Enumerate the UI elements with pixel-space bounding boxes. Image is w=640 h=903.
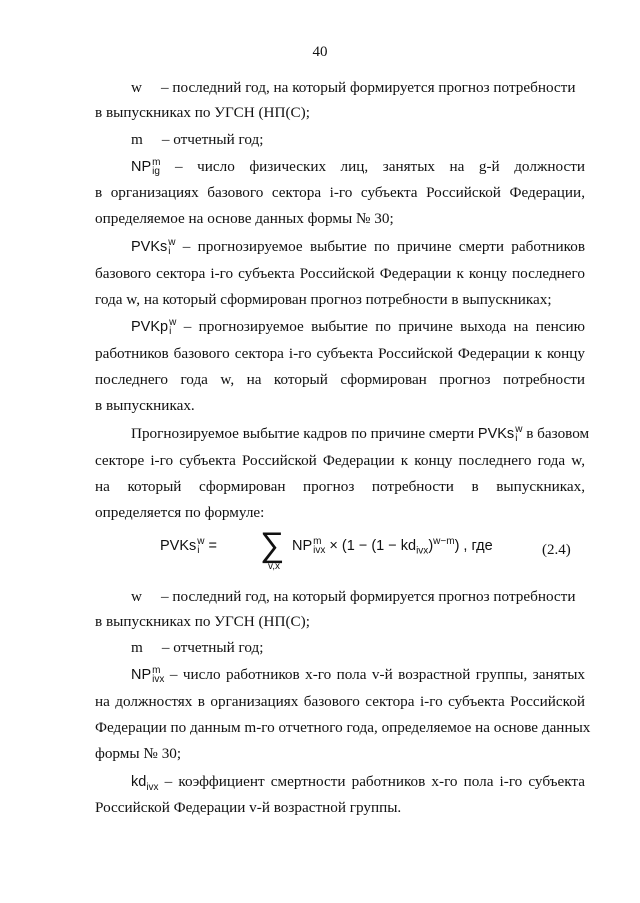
kd-symbol: $kd_{ivx}$ xyxy=(131,774,159,793)
m-symbol-2: m xyxy=(131,639,143,656)
paragraph-line-3: на который сформирован прогноз потребности в выпускниках, xyxy=(95,478,585,495)
np-ivx-text: – число работников x-го пола v-й возрастной группы, занятых xyxy=(169,666,585,683)
pvks-symbol: PVKs w i xyxy=(131,237,176,258)
paragraph-line-2: секторе i-го субъекта Российской Федерации к концу последнего года w, xyxy=(95,452,585,469)
pvkp-definition-line-3: последнего года w, на который сформирован прогноз потребности xyxy=(95,371,585,388)
w-symbol: w xyxy=(131,79,142,96)
paragraph-pvks-symbol: PVKs w i xyxy=(477,424,523,445)
w-definition-line-1 xyxy=(131,78,585,97)
np-ig-definition-line-1 xyxy=(131,157,585,177)
pvkp-definition-line-2: работников базового сектора i-го субъекта Российской Федерации к концу xyxy=(95,345,585,362)
w-symbol-2: w xyxy=(131,588,142,605)
pvkp-symbol: PVKp w i xyxy=(131,317,177,338)
sigma-symbol: ∑ xyxy=(260,526,285,564)
formula-2-4 xyxy=(160,526,493,578)
pvks-definition-line-1 xyxy=(131,237,585,257)
m-definition-2 xyxy=(131,638,585,657)
w-definition-2-text: – последний год, на который формируется прогноз потребности xyxy=(160,588,576,605)
kd-definition-line-1 xyxy=(131,772,585,792)
pvks-text: – прогнозируемое выбытие по причине смерти работников xyxy=(182,238,585,255)
np-ig-definition-line-2: в организациях базового сектора i-го субъекта Российской Федерации, xyxy=(95,184,585,201)
pvks-definition-line-3: года w, на который сформирован прогноз потребности в выпускниках; xyxy=(95,291,552,308)
np-ig-symbol: NP m ig xyxy=(131,157,161,178)
pvkp-definition-line-4: в выпускниках. xyxy=(95,397,195,414)
sigma-subscript: v,x xyxy=(268,561,281,572)
m-definition-text: – отчетный год; xyxy=(161,131,264,148)
np-ivx-definition-line-1 xyxy=(131,665,585,685)
pvkp-text: – прогнозируемое выбытие по причине выхода на пенсию xyxy=(183,318,586,335)
paragraph-line-1: Прогнозируемое выбытие кадров по причине смерти PVKs w i в базовом xyxy=(131,424,590,445)
pvkp-definition-line-1 xyxy=(131,317,585,337)
np-ig-text: – число физических лиц, занятых на g-й должности xyxy=(175,158,586,175)
page-number: 40 xyxy=(312,44,328,60)
m-definition-2-text: – отчетный год; xyxy=(161,639,264,656)
pvks-definition-line-2: базового сектора i-го субъекта Российской Федерации к концу последнего xyxy=(95,265,585,282)
np-ivx-definition-line-4: формы № 30; xyxy=(95,745,182,762)
np-ivx-symbol: NP m ivx xyxy=(131,665,165,686)
formula-rhs: NP m ivx × $(1 - (1 - kd_{ivx})^{w-m})$ , где xyxy=(292,536,493,557)
w-definition-2-line-1 xyxy=(131,587,585,606)
paragraph-line-4: определяется по формуле: xyxy=(95,504,265,521)
w-definition-2-line-2: в выпускниках по УГСН (НП(С); xyxy=(95,613,310,630)
m-definition xyxy=(131,130,585,149)
np-ivx-definition-line-3: Федерации по данным m-го отчетного года, определяемое на основе данных xyxy=(95,719,591,736)
np-ivx-definition-line-2: на должностях в организациях базового сектора i-го субъекта Российской xyxy=(95,693,585,710)
equation-number: (2.4) xyxy=(542,542,571,558)
kd-definition-line-2: Российской Федерации v-й возрастной группы. xyxy=(95,799,402,816)
np-ig-definition-line-3: определяемое на основе данных формы № 30; xyxy=(95,210,394,227)
w-definition-text: – последний год, на который формируется прогноз потребности xyxy=(160,79,576,96)
w-definition-line-2: в выпускниках по УГСН (НП(С); xyxy=(95,104,310,121)
formula-lhs: PVKs w i = xyxy=(160,536,217,556)
kd-text: – коэффициент смертности работников x-го пола i-го субъекта xyxy=(164,773,585,790)
m-symbol: m xyxy=(131,131,143,148)
